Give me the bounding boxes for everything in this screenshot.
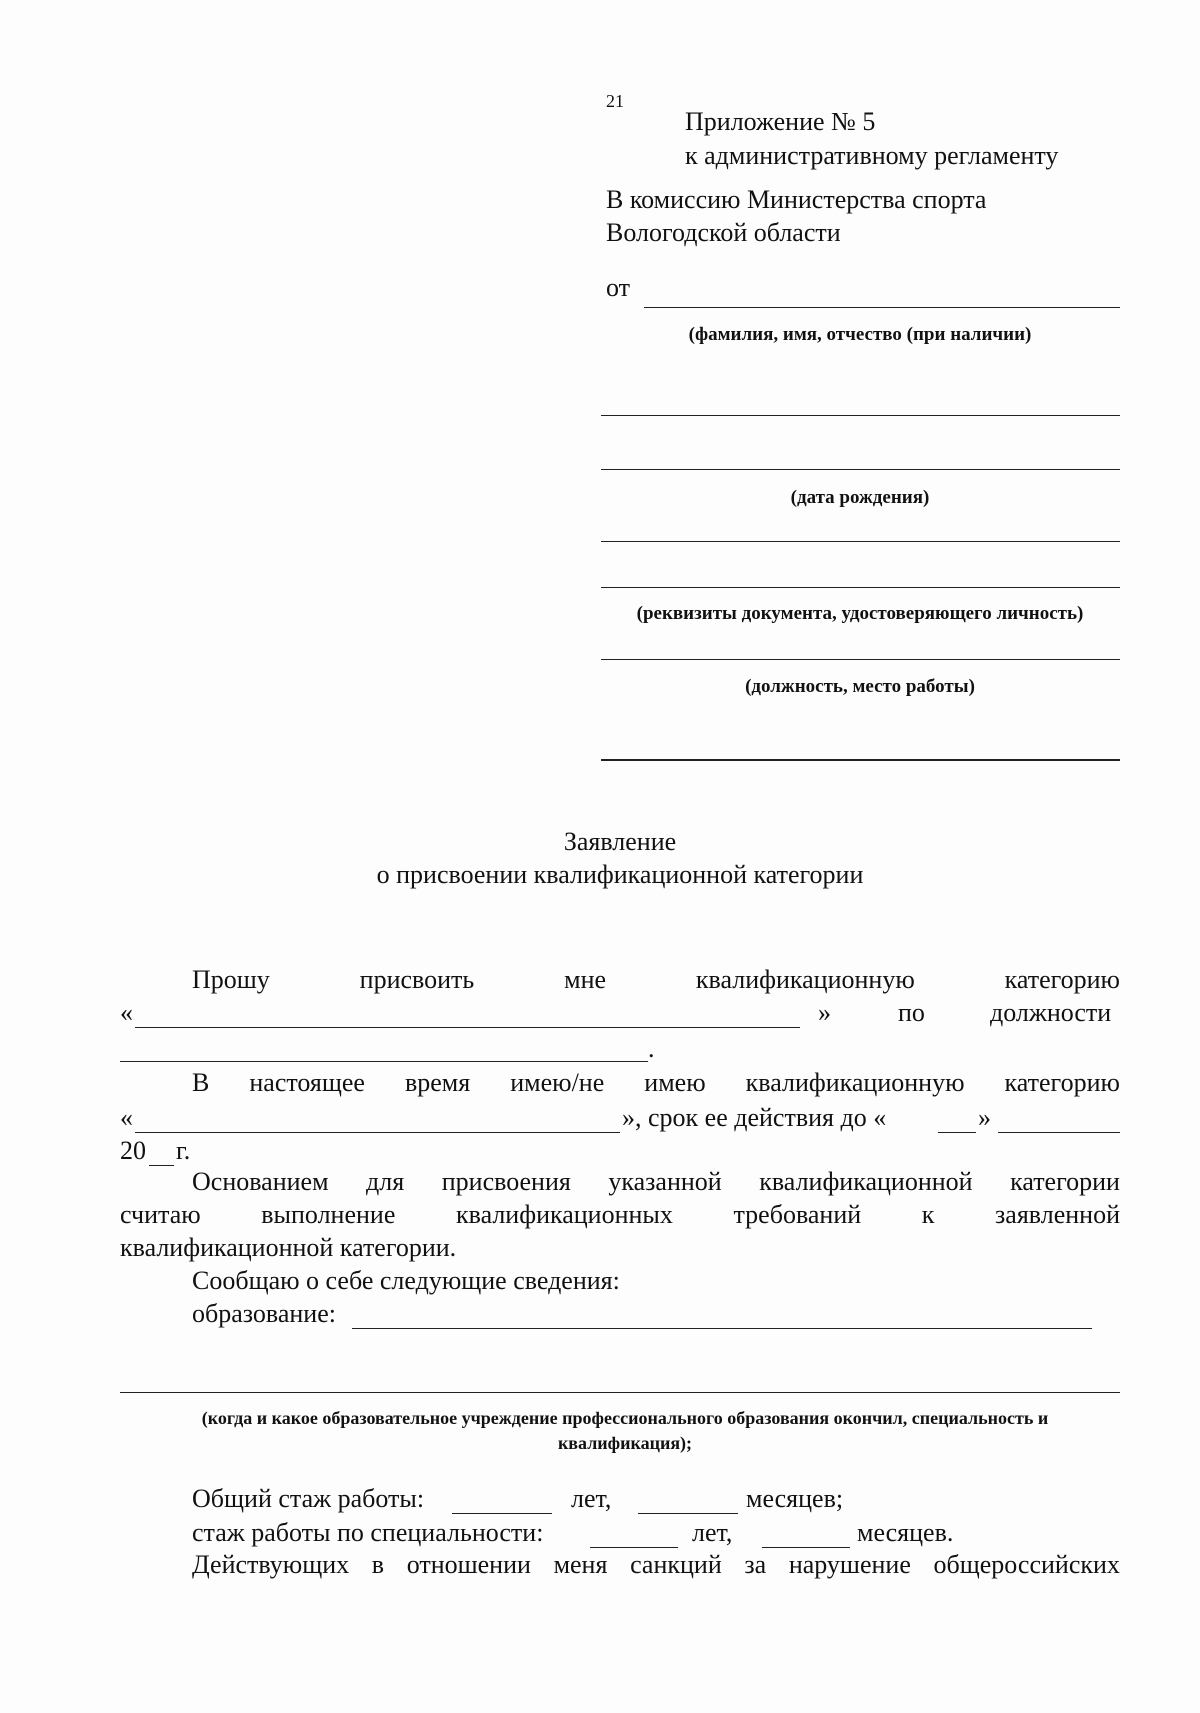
sanctions-word: за	[744, 1550, 767, 1579]
birth-date-line[interactable]	[601, 469, 1120, 470]
valid-year-field[interactable]	[149, 1165, 174, 1166]
education-field[interactable]	[352, 1328, 1092, 1329]
identity-doc-caption: (реквизиты документа, удостоверяющего личность)	[636, 603, 1084, 624]
p2-word: категорию	[1004, 1068, 1120, 1097]
identity-doc-line-2[interactable]	[601, 587, 1120, 588]
sanctions-word: санкций	[630, 1550, 722, 1579]
spec-exp-label: стаж работы по специальности:	[192, 1518, 544, 1547]
p2-word: В	[192, 1068, 210, 1097]
p3-word: категории	[1010, 1167, 1120, 1196]
sanctions-line	[192, 1550, 1120, 1580]
year-suffix: г.	[176, 1136, 191, 1165]
education-caption-2: квалификация);	[557, 1433, 693, 1453]
p3-word: к	[921, 1200, 935, 1229]
appendix-subtitle: к административному регламенту	[685, 141, 1059, 170]
page-number: 21	[606, 91, 624, 111]
p1-period: .	[648, 1034, 655, 1063]
years-word-1: лет,	[571, 1484, 612, 1513]
spec-exp-years-field[interactable]	[590, 1547, 678, 1548]
spec-exp-months-field[interactable]	[762, 1547, 850, 1548]
addressee-line1: В комиссию Министерства спорта	[606, 185, 987, 214]
p3-word: указанной	[608, 1167, 722, 1196]
p2-end-quote: »	[978, 1103, 991, 1132]
p2-word: настоящее	[249, 1068, 365, 1097]
appendix-title: Приложение № 5	[685, 107, 876, 136]
p1-word: категорию	[1004, 965, 1120, 994]
fio-line[interactable]	[644, 307, 1120, 308]
current-category-field[interactable]	[135, 1132, 620, 1133]
months-word-2: месяцев.	[857, 1518, 954, 1547]
year-prefix: 20	[120, 1136, 146, 1165]
identity-doc-line-1[interactable]	[601, 541, 1120, 542]
sanctions-word: нарушение	[788, 1550, 911, 1579]
p1-close-quote: »	[818, 998, 831, 1027]
doc-subtitle: о присвоении квалификационной категории	[376, 860, 864, 889]
p3-line3: квалификационной категории.	[120, 1233, 457, 1262]
sanctions-word: общероссийских	[933, 1550, 1120, 1579]
education-field-2[interactable]	[120, 1392, 1120, 1393]
p1-dolzhnosti: должности	[990, 998, 1112, 1027]
p3-word: квалификационной	[759, 1167, 973, 1196]
fio-line-2[interactable]	[601, 415, 1120, 416]
p1-word: мне	[564, 965, 607, 994]
p4-intro: Сообщаю о себе следующие сведения:	[192, 1266, 620, 1295]
doc-title: Заявление	[563, 827, 677, 856]
total-exp-years-field[interactable]	[452, 1513, 552, 1514]
education-label: образование:	[192, 1299, 336, 1328]
p3-line2	[120, 1200, 1120, 1230]
p1-line1	[192, 965, 1120, 995]
valid-day-field[interactable]	[938, 1132, 976, 1133]
category-name-field[interactable]	[135, 1027, 800, 1028]
position-line-2[interactable]	[601, 759, 1120, 761]
sanctions-word: в	[371, 1550, 385, 1579]
years-word-2: лет,	[692, 1518, 733, 1547]
p2-line1	[192, 1068, 1120, 1098]
education-caption-1: (когда и какое образовательное учреждение профессионального образования окончил, специальность и	[201, 1408, 1049, 1428]
sanctions-word: меня	[553, 1550, 608, 1579]
sanctions-word: отношении	[406, 1550, 531, 1579]
p2-mid: », срок ее действия до «	[622, 1103, 887, 1132]
addressee-line2: Вологодской области	[606, 218, 841, 247]
p2-word: время	[404, 1068, 471, 1097]
total-exp-label: Общий стаж работы:	[192, 1484, 425, 1513]
p2-word: квалификационную	[745, 1068, 965, 1097]
p3-word: выполнение	[261, 1200, 396, 1229]
p2-word: имею	[644, 1068, 706, 1097]
p3-word: квалификационных	[456, 1200, 673, 1229]
p3-word: присвоения	[441, 1167, 571, 1196]
fio-caption: (фамилия, имя, отчество (при наличии)	[688, 324, 1032, 345]
p3-word: заявленной	[995, 1200, 1120, 1229]
position-caption: (должность, место работы)	[745, 676, 975, 697]
position-name-field[interactable]	[120, 1061, 648, 1062]
p1-word: присвоить	[359, 965, 475, 994]
valid-month-field[interactable]	[998, 1132, 1120, 1133]
p3-word: считаю	[120, 1200, 201, 1229]
p1-open-quote: «	[120, 998, 133, 1027]
p3-word: для	[366, 1167, 405, 1196]
position-line[interactable]	[601, 659, 1120, 660]
p3-word: требований	[733, 1200, 862, 1229]
sanctions-word: Действующих	[192, 1550, 350, 1579]
months-word-1: месяцев;	[746, 1484, 844, 1513]
p3-line1	[192, 1167, 1120, 1197]
p2-open-quote: «	[120, 1103, 133, 1132]
p3-word: Основанием	[192, 1167, 329, 1196]
p2-word: имею/не	[510, 1068, 605, 1097]
birth-date-caption: (дата рождения)	[790, 487, 930, 508]
from-label: от	[606, 273, 631, 302]
total-exp-months-field[interactable]	[638, 1513, 738, 1514]
p1-po: по	[898, 998, 925, 1027]
p1-word: квалификационную	[695, 965, 915, 994]
p1-word: Прошу	[192, 965, 270, 994]
